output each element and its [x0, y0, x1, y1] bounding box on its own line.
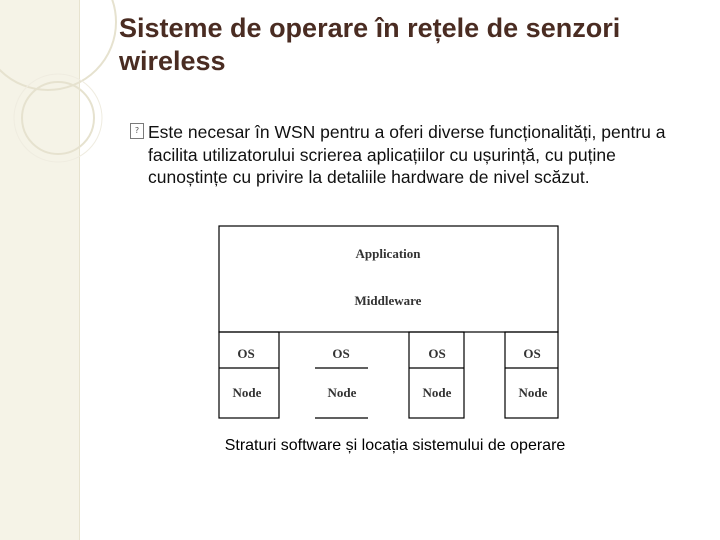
- application-middleware-box: [219, 226, 558, 332]
- slide-title: Sisteme de operare în rețele de senzori wireless: [119, 13, 621, 76]
- node-label-4: Node: [518, 385, 548, 400]
- os-label-1: OS: [237, 346, 255, 361]
- os-label-4: OS: [523, 346, 541, 361]
- os-label-3: OS: [428, 346, 446, 361]
- software-layers-diagram: [218, 225, 560, 420]
- bullet-text: Este necesar în WSN pentru a oferi diverse funcționalități, pentru a facilita utilizatorului scrierea aplicațiilor cu ușurință, cu puține cunoștințe cu privire la detaliile hardware de nivel scăzut.: [148, 122, 666, 187]
- bullet-glyph-icon: ?: [130, 123, 144, 139]
- os-node-box-4: [505, 332, 558, 418]
- node-label-3: Node: [422, 385, 452, 400]
- application-label: Application: [355, 246, 421, 261]
- os-node-box-3: [409, 332, 464, 418]
- diagram-caption: Straturi software și locația sistemului de operare: [224, 437, 566, 454]
- node-label-2: Node: [327, 385, 357, 400]
- middleware-label: Middleware: [354, 293, 422, 308]
- os-label-2: OS: [332, 346, 350, 361]
- node-label-1: Node: [232, 385, 262, 400]
- os-node-box-1: [219, 332, 279, 418]
